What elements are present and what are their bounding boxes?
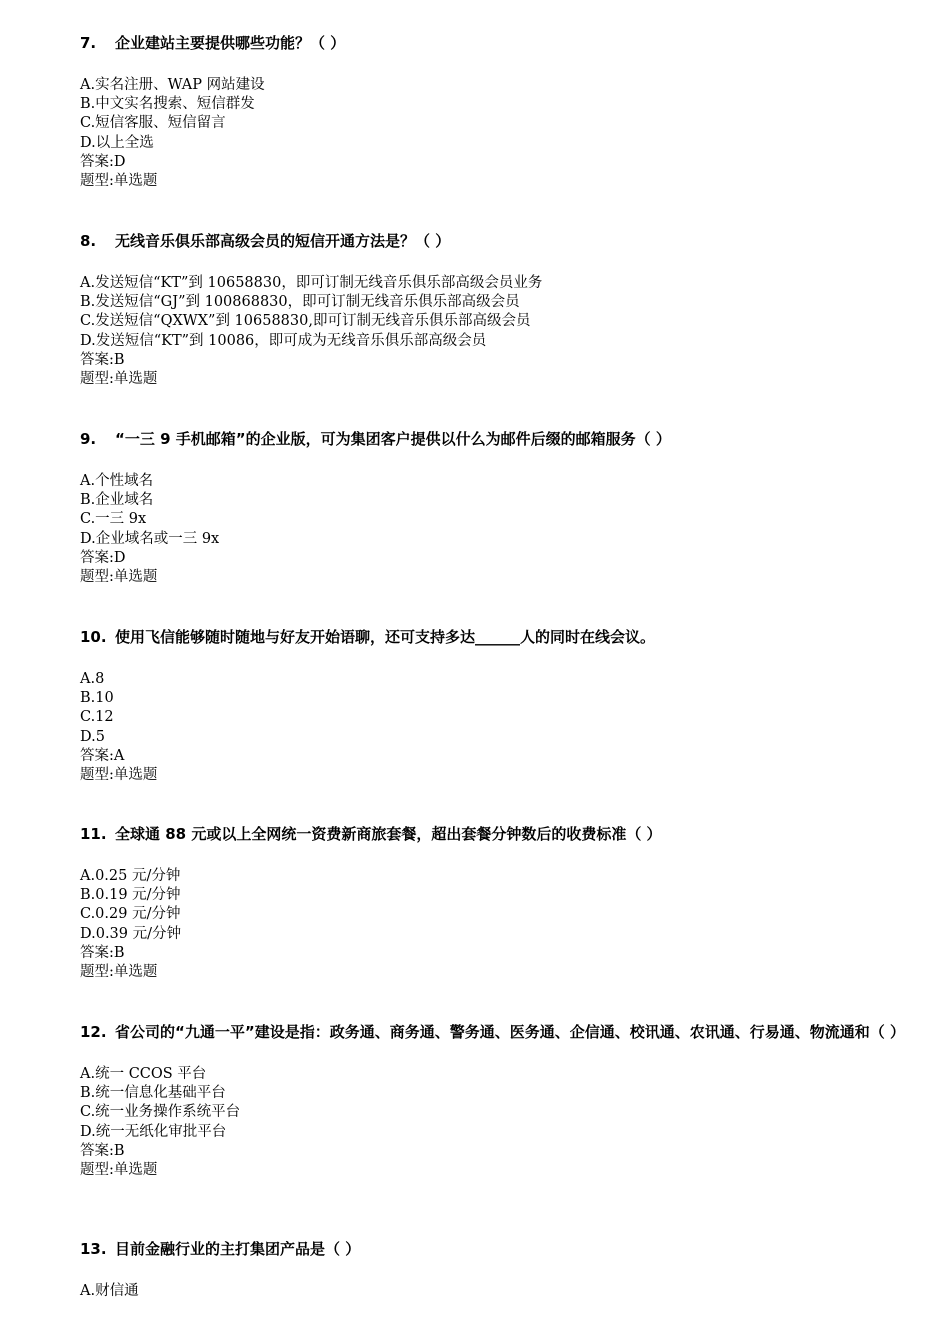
option-a: A.8 [80, 671, 105, 687]
question-number: 13. [80, 1240, 107, 1258]
option-d: D.0.39 元/分钟 [80, 925, 181, 942]
question-number: 12. [80, 1023, 107, 1041]
option-list [80, 670, 925, 785]
option-list [80, 274, 925, 389]
option-list [80, 472, 925, 587]
option-d: D.5 [80, 728, 105, 745]
answer-line: 答案:B [80, 1142, 125, 1159]
option-a: A.财信通 [80, 1283, 139, 1299]
question-stem [80, 34, 925, 53]
option-d: D.企业域名或一三 9x [80, 530, 220, 547]
question-9 [80, 430, 925, 587]
question-stem [80, 628, 925, 647]
question-8 [80, 232, 925, 389]
option-d: D.以上全选 [80, 134, 154, 151]
option-list [80, 76, 925, 191]
option-c: C.一三 9x [80, 511, 147, 528]
option-b: B.10 [80, 690, 114, 707]
option-b: B.发送短信“GJ”到 100868830，即可订制无线音乐俱乐部高级会员 [80, 294, 520, 311]
question-type-line: 题型:单选题 [80, 1161, 158, 1178]
option-c: C.发送短信“QXWX”到 10658830,即可订制无线音乐俱乐部高级会员 [80, 313, 531, 330]
option-a: A.实名注册、WAP 网站建设 [80, 77, 265, 93]
option-a: A.0.25 元/分钟 [80, 868, 181, 884]
question-text: 目前金融行业的主打集团产品是（ ） [115, 1240, 361, 1258]
question-stem [80, 430, 925, 449]
option-c: C.短信客服、短信留言 [80, 115, 226, 132]
question-number: 9. [80, 430, 97, 448]
question-number: 7. [80, 34, 97, 52]
question-stem [80, 1240, 925, 1259]
question-number: 10. [80, 628, 107, 646]
question-stem [80, 825, 925, 844]
option-list [80, 867, 925, 982]
option-b: B.中文实名搜索、短信群发 [80, 96, 255, 113]
question-text: 无线音乐俱乐部高级会员的短信开通方法是？（ ） [115, 232, 451, 250]
question-12 [80, 1023, 925, 1180]
answer-line: 答案:D [80, 153, 126, 170]
option-a: A.个性域名 [80, 473, 154, 489]
question-text: 使用飞信能够随时随地与好友开始语聊，还可支持多达______人的同时在线会议。 [115, 628, 656, 646]
option-d: D.发送短信“KT”到 10086，即可成为无线音乐俱乐部高级会员 [80, 332, 487, 349]
answer-line: 答案:B [80, 944, 125, 961]
question-type-line: 题型:单选题 [80, 568, 158, 585]
question-number: 11. [80, 825, 107, 843]
answer-line: 答案:A [80, 747, 125, 764]
answer-line: 答案:B [80, 351, 125, 368]
option-b: B.企业域名 [80, 492, 154, 509]
option-list [80, 1065, 925, 1180]
question-13 [80, 1240, 925, 1301]
question-stem [80, 1023, 925, 1042]
question-text: 省公司的“九通一平”建设是指：政务通、商务通、警务通、医务通、企信通、校讯通、农讯通、行易通、物流通和（ ） [115, 1023, 905, 1041]
question-text: “一三 9 手机邮箱”的企业版，可为集团客户提供以什么为邮件后缀的邮箱服务（ ） [115, 430, 671, 448]
question-number: 8. [80, 232, 97, 250]
question-10 [80, 628, 925, 785]
option-a: A.统一 CCOS 平台 [80, 1066, 207, 1082]
question-text: 全球通 88 元或以上全网统一资费新商旅套餐，超出套餐分钟数后的收费标准（ ） [115, 825, 662, 843]
option-list [80, 1282, 925, 1301]
question-7 [80, 34, 925, 191]
option-b: B.0.19 元/分钟 [80, 887, 181, 904]
question-type-line: 题型:单选题 [80, 172, 158, 189]
option-c: C.12 [80, 709, 114, 726]
option-a: A.发送短信“KT”到 10658830，即可订制无线音乐俱乐部高级会员业务 [80, 275, 543, 291]
option-c: C.0.29 元/分钟 [80, 906, 181, 923]
question-stem [80, 232, 925, 251]
question-type-line: 题型:单选题 [80, 370, 158, 387]
question-11 [80, 825, 925, 982]
answer-line: 答案:D [80, 549, 126, 566]
option-b: B.统一信息化基础平台 [80, 1085, 226, 1102]
question-text: 企业建站主要提供哪些功能？（ ） [115, 34, 346, 52]
question-type-line: 题型:单选题 [80, 963, 158, 980]
option-d: D.统一无纸化审批平台 [80, 1123, 227, 1140]
question-type-line: 题型:单选题 [80, 766, 158, 783]
option-c: C.统一业务操作系统平台 [80, 1104, 241, 1121]
